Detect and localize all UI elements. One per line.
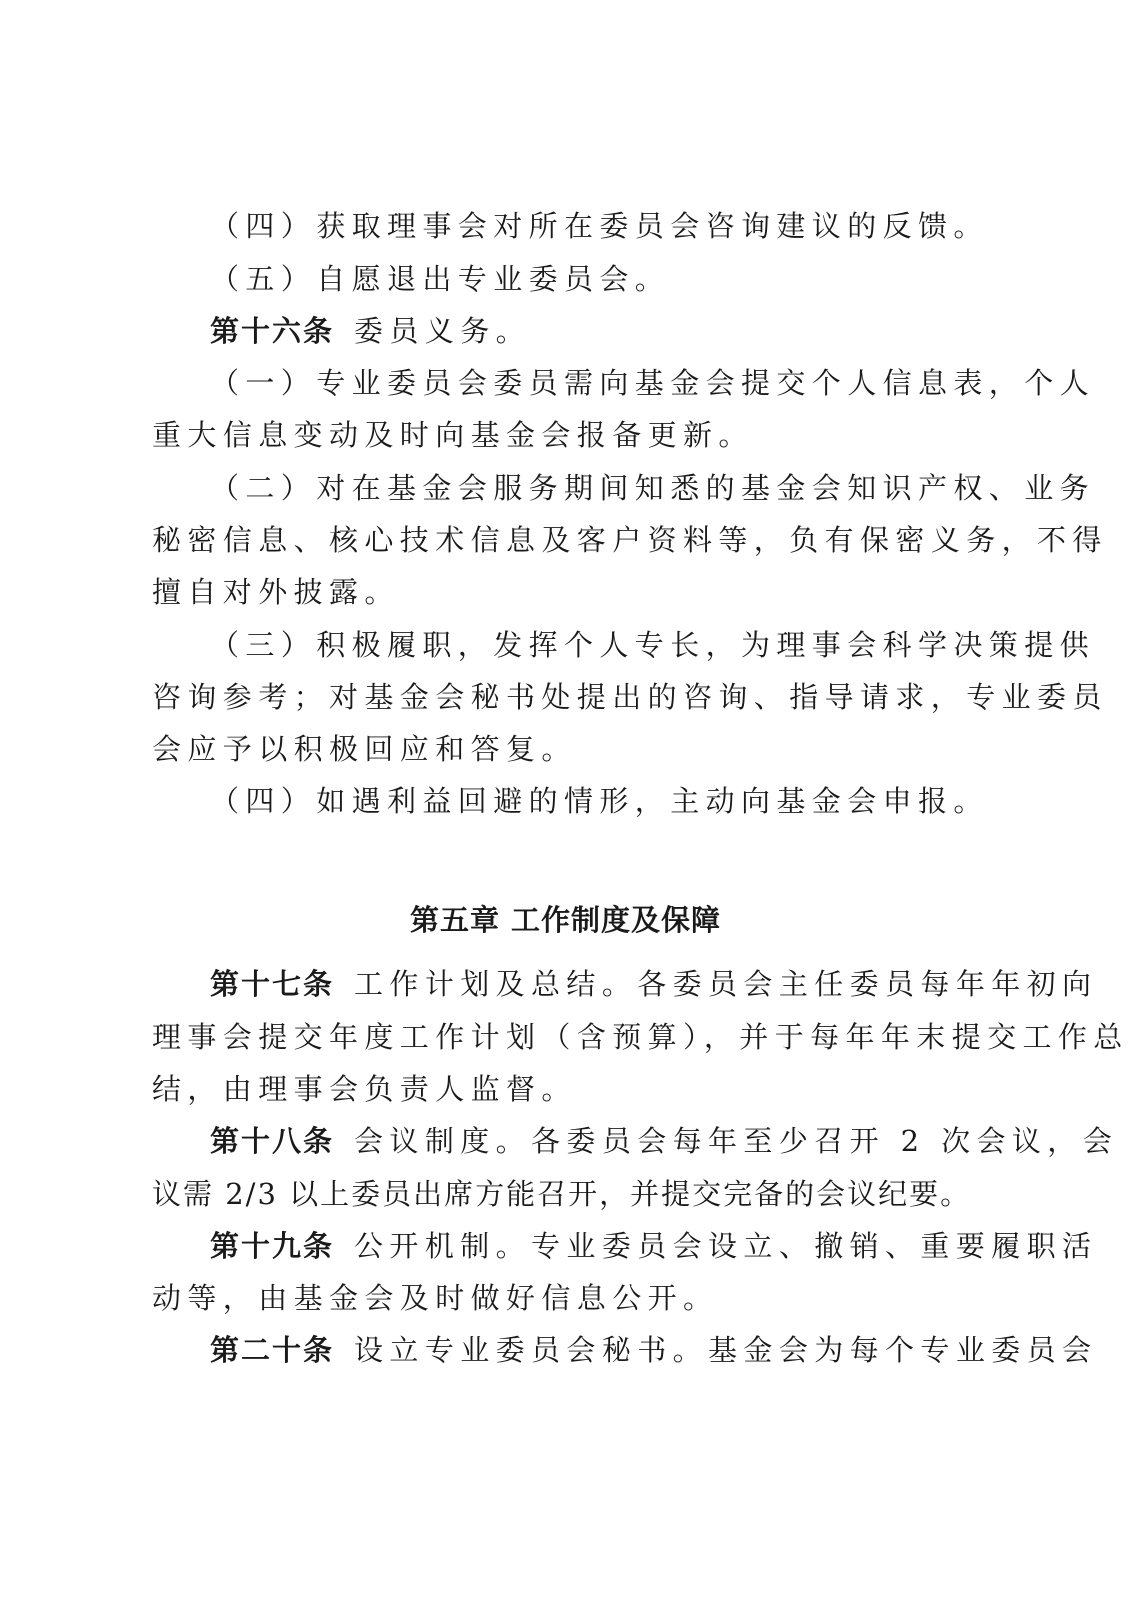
text-line: （四）如遇利益回避的情形，主动向基金会申报。 [210, 784, 989, 818]
article-number: 第十七条 [210, 967, 335, 1001]
text-line: 重大信息变动及时向基金会报备更新。 [152, 418, 754, 452]
article-text: 会议制度。各委员会每年至少召开 2 次会议，会 [354, 1124, 1119, 1158]
text-line: 动等，由基金会及时做好信息公开。 [152, 1281, 719, 1315]
article-text: 公开机制。专业委员会设立、撤销、重要履职活 [354, 1229, 1098, 1263]
article-text: 委员义务。 [354, 314, 532, 348]
article-number: 第二十条 [210, 1333, 335, 1367]
text-line: 结，由理事会负责人监督。 [152, 1072, 577, 1106]
text-line: 咨询参考；对基金会秘书处提出的咨询、指导请求，专业委员 [152, 680, 1108, 714]
article-text: 工作计划及总结。各委员会主任委员每年年初向 [354, 967, 1098, 1001]
article-line [210, 313, 982, 349]
chapter-title: 第五章 工作制度及保障 [409, 903, 722, 937]
text-line: 秘密信息、核心技术信息及客户资料等，负有保密义务，不得 [152, 523, 1108, 557]
text-line: （四）获取理事会对所在委员会咨询建议的反馈。 [210, 209, 989, 243]
text-line: （五）自愿退出专业委员会。 [210, 262, 671, 296]
text-line: 擅自对外披露。 [152, 575, 400, 609]
text-line: 理事会提交年度工作计划（含预算），并于每年年末提交工作总 [152, 1020, 1129, 1054]
article-text: 设立专业委员会秘书。基金会为每个专业委员会 [354, 1333, 1098, 1367]
text-line: （三）积极履职，发挥个人专长，为理事会科学决策提供 [210, 628, 1096, 662]
article-line [210, 1332, 1098, 1368]
text-line: 会应予以积极回应和答复。 [152, 732, 577, 766]
article-line [210, 1123, 1119, 1159]
article-number: 第十六条 [210, 314, 335, 348]
text-line: 议需 2/3 以上委员出席方能召开，并提交完备的会议纪要。 [152, 1177, 972, 1211]
article-line [210, 1228, 1098, 1264]
article-number: 第十九条 [210, 1229, 335, 1263]
article-line [210, 966, 1098, 1002]
article-number: 第十八条 [210, 1124, 335, 1158]
text-line: （二）对在基金会服务期间知悉的基金会知识产权、业务 [210, 471, 1096, 505]
text-line: （一）专业委员会委员需向基金会提交个人信息表，个人 [210, 366, 1096, 400]
